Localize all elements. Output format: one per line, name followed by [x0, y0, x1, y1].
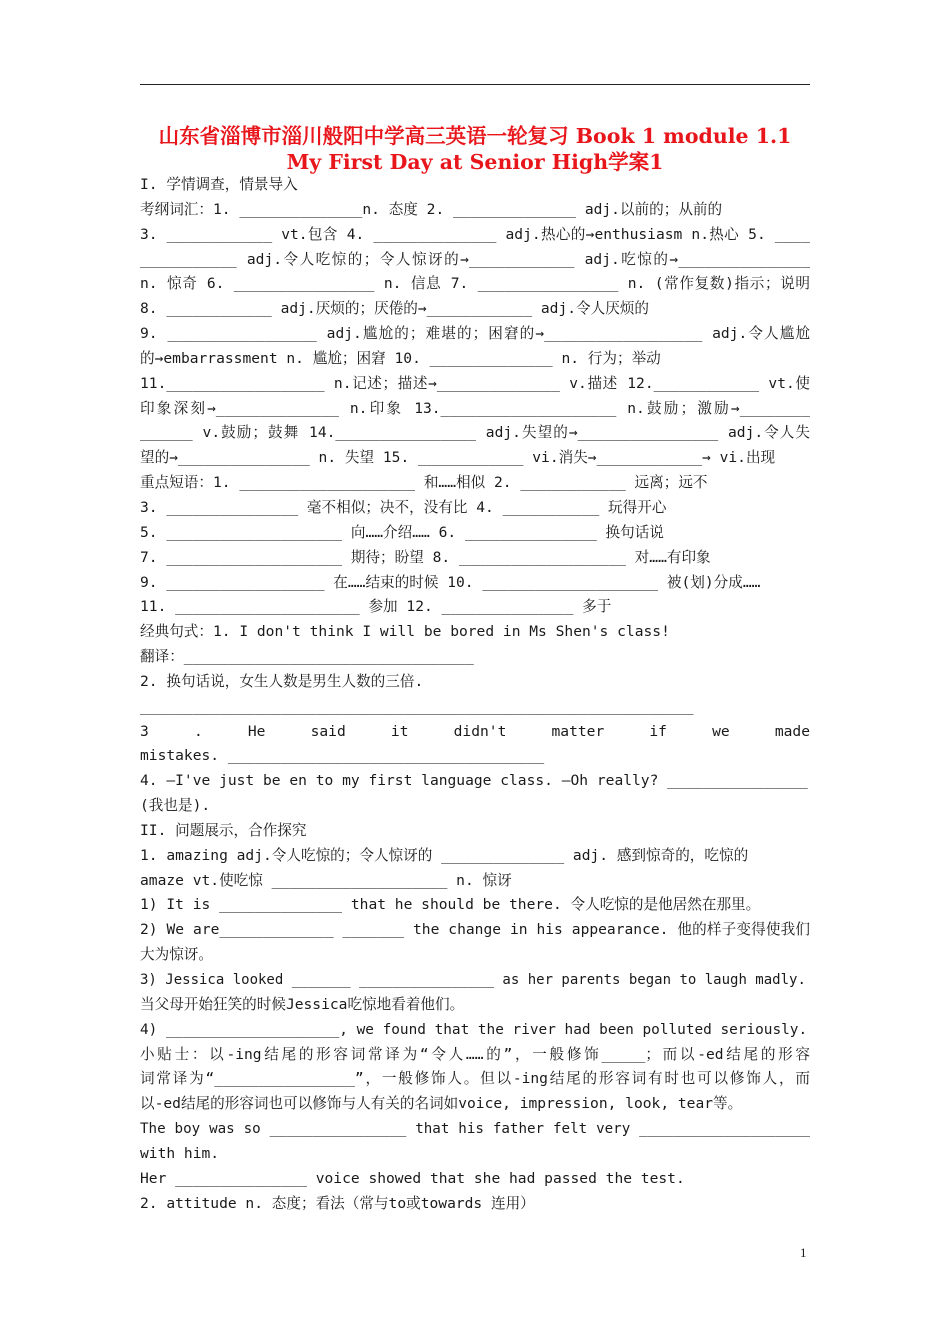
tip-line: 词常译为“________________”，一般修饰人。但以-ing结尾的形容词有时也可以修饰人，而 — [140, 1070, 810, 1088]
sentence-line: 翻译：_________________________________ — [140, 648, 474, 666]
exercise-line: with him. — [140, 1144, 220, 1162]
sentence-line: 经典句式：1. I don't think I will be bored in Ms Shen's class! — [140, 623, 670, 641]
exercise-line: 4) ____________________, we found that the river had been polluted seriously. — [140, 1021, 808, 1038]
exercise-line: 1. amazing adj.令人吃惊的；令人惊讶的 ______________ adj. 感到惊奇的，吃惊的 — [140, 846, 749, 864]
exercise-line: Her _______________ voice showed that she had passed the test. — [140, 1169, 685, 1187]
vocab-line: 望的→_______________ n. 失望 15. ____________ vi.消失→____________→ vi.出现 — [140, 449, 776, 467]
phrase-line: 重点短语：1. ____________________ 和……相似 2. ____________ 远离；远不 — [140, 474, 708, 492]
worksheet-body — [140, 173, 810, 1216]
header-rule — [140, 84, 810, 85]
exercise-line: 3) Jessica looked _______ ________________ as her parents began to laugh madly. — [140, 972, 806, 988]
document-title-line1: 山东省淄博市淄川般阳中学高三英语一轮复习 Book 1 module 1.1 — [158, 124, 792, 148]
vocab-line: 9. _________________ adj.尴尬的；难堪的；困窘的→__________________ adj.令人尴尬 — [140, 325, 810, 343]
document-title-line2: My First Day at Senior High学案1 — [286, 150, 664, 174]
phrase-line: 11. _____________________ 参加 12. _______________ 多于 — [140, 598, 612, 616]
vocab-line: ______ v.鼓励；鼓舞 14.________________ adj.失望的→________________ adj.令人失 — [140, 424, 810, 442]
answer-blank-line: _______________________________________________________________ — [140, 697, 694, 715]
vocab-line: 的→embarrassment n. 尴尬；困窘 10. ______________ n. 行为；举动 — [140, 349, 661, 367]
vocab-line: 印象深刻→______________ n.印象 13.____________________ n.鼓励；激励→________ — [140, 399, 810, 417]
exercise-line: The boy was so ________________ that his father felt very ____________________ — [140, 1121, 810, 1138]
section-heading-2: II. 问题展示，合作探究 — [140, 821, 307, 839]
sentence-line: mistakes. ____________________________________ — [140, 747, 545, 765]
vocab-line: 11.__________________ n.记述；描述→______________ v.描述 12.____________ vt.使 — [140, 374, 810, 392]
tip-line: 小贴士：以-ing结尾的形容词常译为“令人……的”，一般修饰_____；而以-ed结尾的形容 — [140, 1045, 810, 1063]
page-number: 1 — [800, 1245, 807, 1260]
phrase-line: 5. ____________________ 向……介绍…… 6. _______________ 换句话说 — [140, 523, 664, 541]
exercise-line: 当父母开始狂笑的时候Jessica吃惊地看着他们。 — [140, 995, 465, 1013]
exercise-line: 2) We are_____________ _______ the change in his appearance. 他的样子变得使我们 — [140, 921, 810, 939]
exercise-line: amaze vt.使吃惊 ____________________ n. 惊讶 — [140, 871, 512, 889]
sentence-line: 4. —I've just be en to my first language class. —Oh really? ________________ — [140, 772, 808, 790]
sentence-line: 2. 换句话说，女生人数是男生人数的三倍. — [140, 672, 424, 690]
vocab-line: 3. ____________ vt.包含 4. ______________ adj.热心的→enthusiasm n.热心 5. ____ — [140, 225, 810, 243]
sentence-line: 3 . He said it didn't matter if we made — [140, 722, 810, 740]
vocab-line: ___________ adj.令人吃惊的；令人惊讶的→____________ adj.吃惊的→_______________ — [140, 250, 810, 268]
exercise-line: 1) It is ______________ that he should be there. 令人吃惊的是他居然在那里。 — [140, 896, 761, 914]
tip-line: 以-ed结尾的形容词也可以修饰与人有关的名词如voice, impression, look, tear等。 — [140, 1095, 743, 1113]
sentence-line: (我也是). — [140, 797, 211, 815]
vocab-line: n. 惊奇 6. ________________ n. 信息 7. ________________ n. (常作复数)指示；说明 — [140, 275, 810, 293]
section-heading-1: I. 学情调查，情景导入 — [140, 176, 298, 193]
vocab-line: 考纲词汇：1. ______________n. 态度 2. ______________ adj.以前的；从前的 — [140, 200, 723, 218]
exercise-line: 2. attitude n. 态度；看法（常与to或towards 连用） — [140, 1194, 535, 1212]
phrase-line: 3. _______________ 毫不相似；决不，没有比 4. ___________ 玩得开心 — [140, 498, 667, 516]
exercise-line: 大为惊讶。 — [140, 946, 213, 964]
phrase-line: 7. ____________________ 期待；盼望 8. ___________________ 对……有印象 — [140, 548, 711, 566]
vocab-line: 8. ____________ adj.厌烦的；厌倦的→____________ adj.令人厌烦的 — [140, 300, 650, 318]
phrase-line: 9. __________________ 在……结束的时候 10. ____________________ 被(划)分成…… — [140, 573, 761, 591]
